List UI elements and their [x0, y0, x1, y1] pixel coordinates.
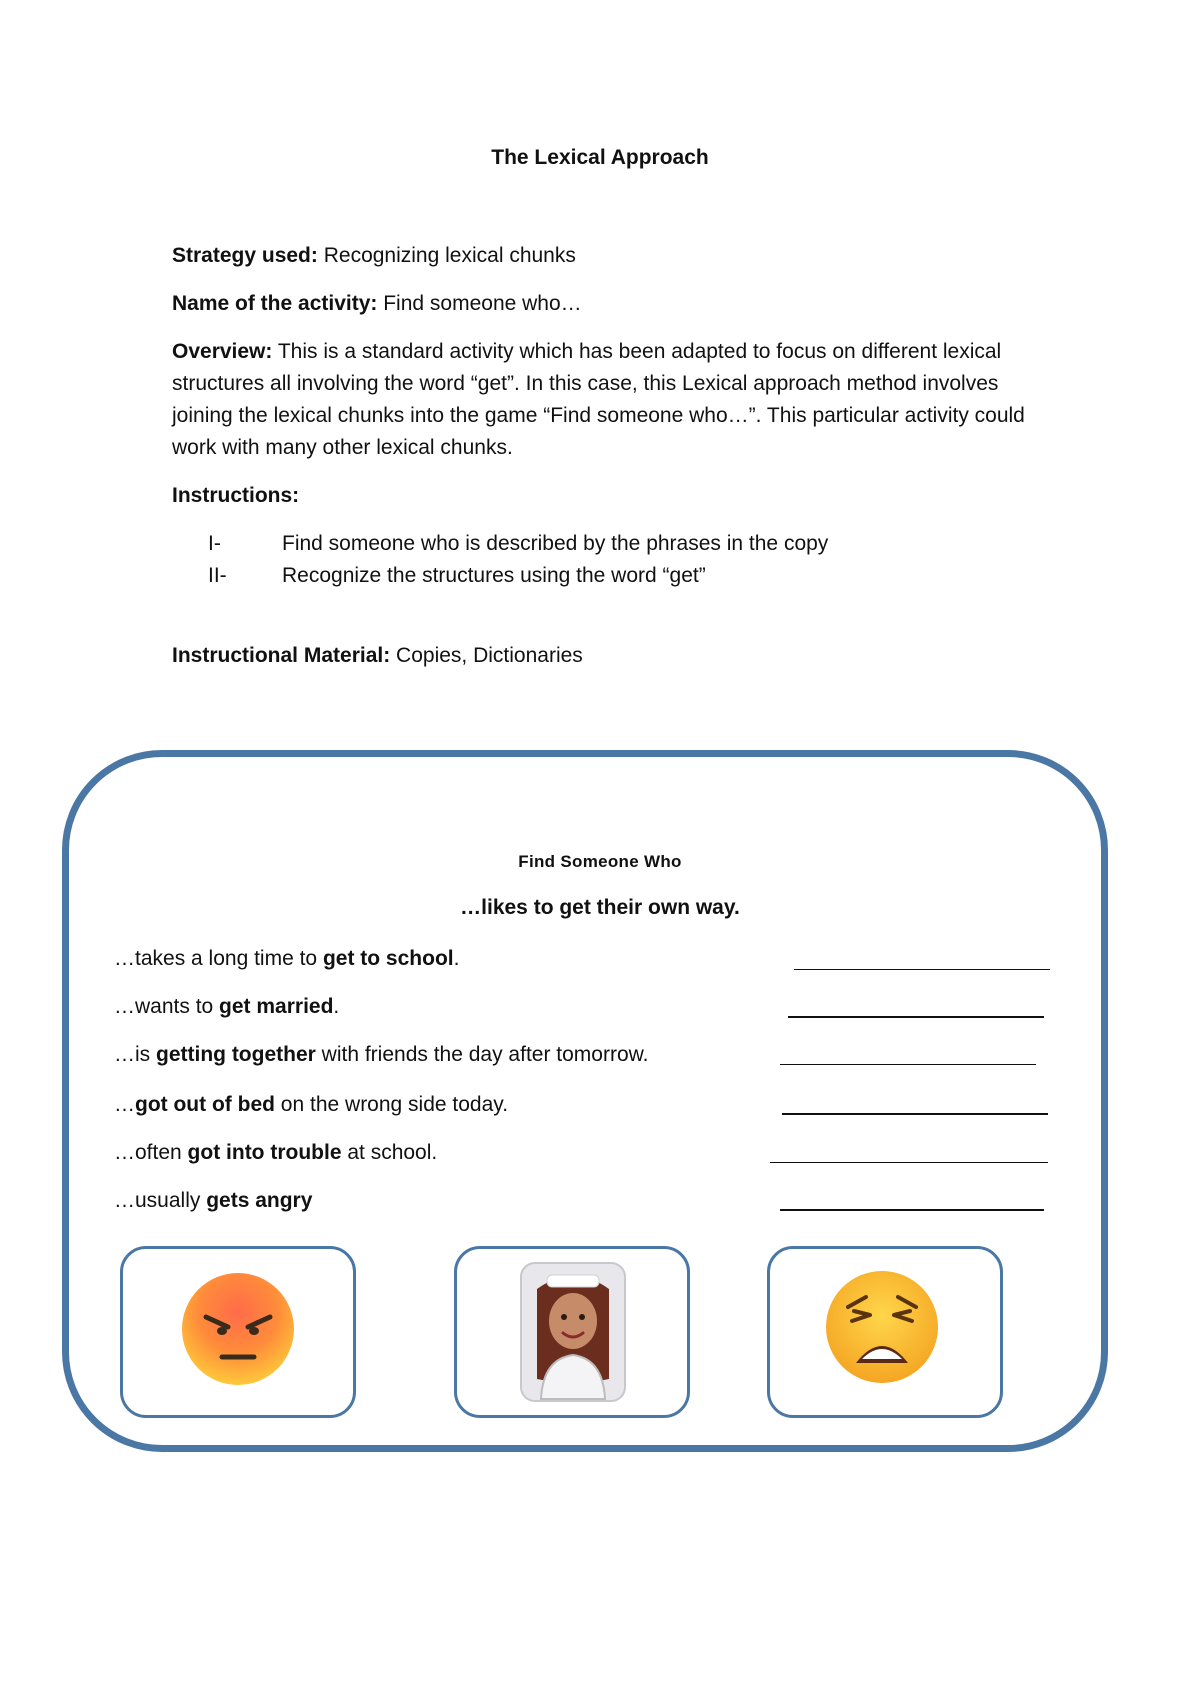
strategy-value: Recognizing lexical chunks: [323, 244, 576, 267]
answer-line: [780, 1064, 1036, 1065]
overview-text: This is a standard activity which has been adapted to focus on different lexical structures all involving the word “get”. In this case, this Lexical approach method involves joining the lexical chunks into the game “Find someone who…”. This particular activity could work with many other lexical chunks.: [172, 340, 1025, 459]
find-item: …usually gets angry: [114, 1189, 313, 1212]
answer-line: [780, 1209, 1044, 1211]
instructions-heading: [172, 480, 1052, 512]
material-label: Instructional Material:: [172, 644, 391, 667]
bride-icon: [513, 1259, 633, 1405]
instructions-label: Instructions:: [172, 484, 300, 507]
answer-line: [788, 1016, 1044, 1018]
page-title: The Lexical Approach: [491, 146, 709, 169]
instruction-text: Recognize the structures using the word “get”: [282, 564, 706, 587]
activity-name-line: [172, 288, 1052, 320]
strategy-label: Strategy used:: [172, 244, 318, 267]
picture-box-bride: [454, 1246, 690, 1418]
activity-name-label: Name of the activity:: [172, 292, 378, 315]
answer-line: [782, 1113, 1048, 1115]
card-title: Find Someone Who: [518, 852, 682, 871]
card-subtitle: …likes to get their own way.: [460, 896, 740, 919]
answer-line: [794, 969, 1050, 970]
material-line: [172, 640, 1052, 672]
material-value: Copies, Dictionaries: [396, 644, 583, 667]
instruction-text: Find someone who is described by the phrases in the copy: [282, 532, 829, 555]
find-item: …takes a long time to get to school.: [114, 947, 460, 970]
angry-face-icon: [178, 1269, 298, 1389]
weary-face-icon: [822, 1267, 942, 1387]
find-item: …got out of bed on the wrong side today.: [114, 1093, 509, 1116]
answer-line: [770, 1162, 1048, 1163]
find-item: …is getting together with friends the day after tomorrow.: [114, 1043, 649, 1066]
instruction-number: I-: [208, 532, 221, 555]
find-item: …wants to get married.: [114, 995, 340, 1018]
find-item: …often got into trouble at school.: [114, 1141, 438, 1164]
overview-paragraph: [172, 336, 1052, 464]
instruction-number: II-: [208, 564, 227, 587]
strategy-line: [172, 240, 1052, 272]
picture-box-angry: [120, 1246, 356, 1418]
picture-box-weary: [767, 1246, 1003, 1418]
overview-label: Overview:: [172, 340, 273, 363]
activity-name-value: Find someone who…: [383, 292, 582, 315]
